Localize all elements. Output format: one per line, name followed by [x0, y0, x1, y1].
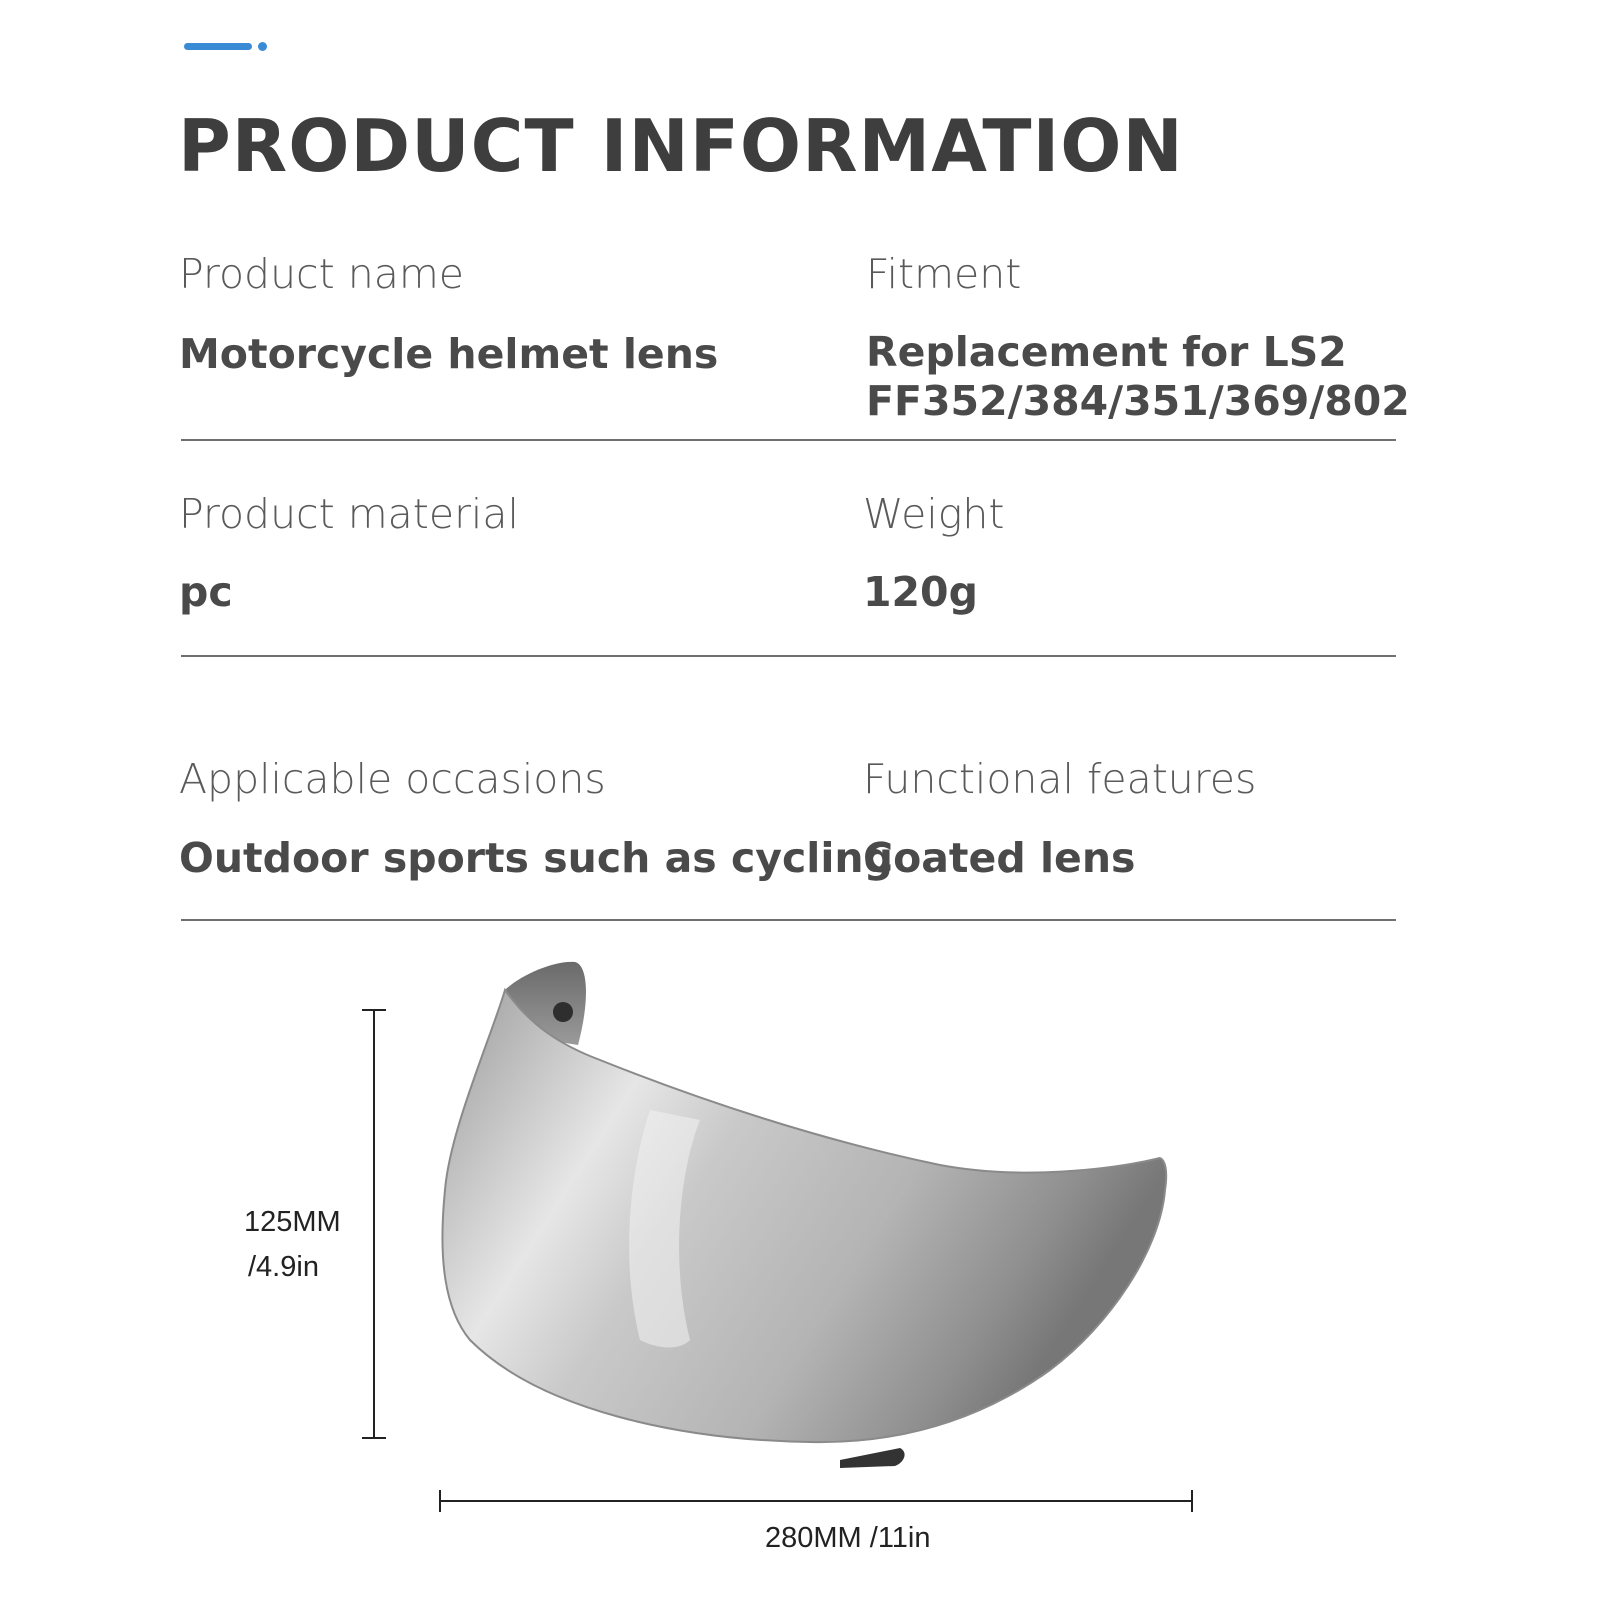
visor-rim [505, 962, 586, 1045]
product-name-value: Motorcycle helmet lens [179, 330, 719, 378]
width-label: 280MM /11in [765, 1522, 931, 1554]
weight-label: Weight [863, 490, 1005, 538]
fitment-value-line2: FF352/384/351/369/802 [866, 377, 1410, 425]
product-material-label: Product material [179, 490, 519, 538]
functional-features-label: Functional features [863, 755, 1257, 803]
visor-highlight [629, 1110, 700, 1348]
applicable-occasions-label: Applicable occasions [179, 755, 606, 803]
applicable-occasions-value: Outdoor sports such as cycling [179, 834, 893, 882]
visor-tab [840, 1448, 905, 1468]
product-name-label: Product name [179, 250, 464, 298]
visor-lens [442, 990, 1166, 1442]
height-in-label: /4.9in [248, 1251, 319, 1283]
weight-value: 120g [863, 568, 978, 616]
accent-dot [258, 42, 267, 51]
visor-pivot-icon [553, 1002, 573, 1022]
height-mm-label: 125MM [244, 1206, 341, 1238]
fitment-value-line1: Replacement for LS2 [866, 328, 1347, 376]
functional-features-value: Coated lens [863, 834, 1136, 882]
product-material-value: pc [179, 568, 233, 616]
fitment-label: Fitment [866, 250, 1022, 298]
accent-bar [184, 43, 252, 50]
divider-row-2 [181, 655, 1396, 657]
page-title: PRODUCT INFORMATION [178, 104, 1184, 188]
divider-row-1 [181, 439, 1396, 441]
divider-row-3 [181, 919, 1396, 921]
